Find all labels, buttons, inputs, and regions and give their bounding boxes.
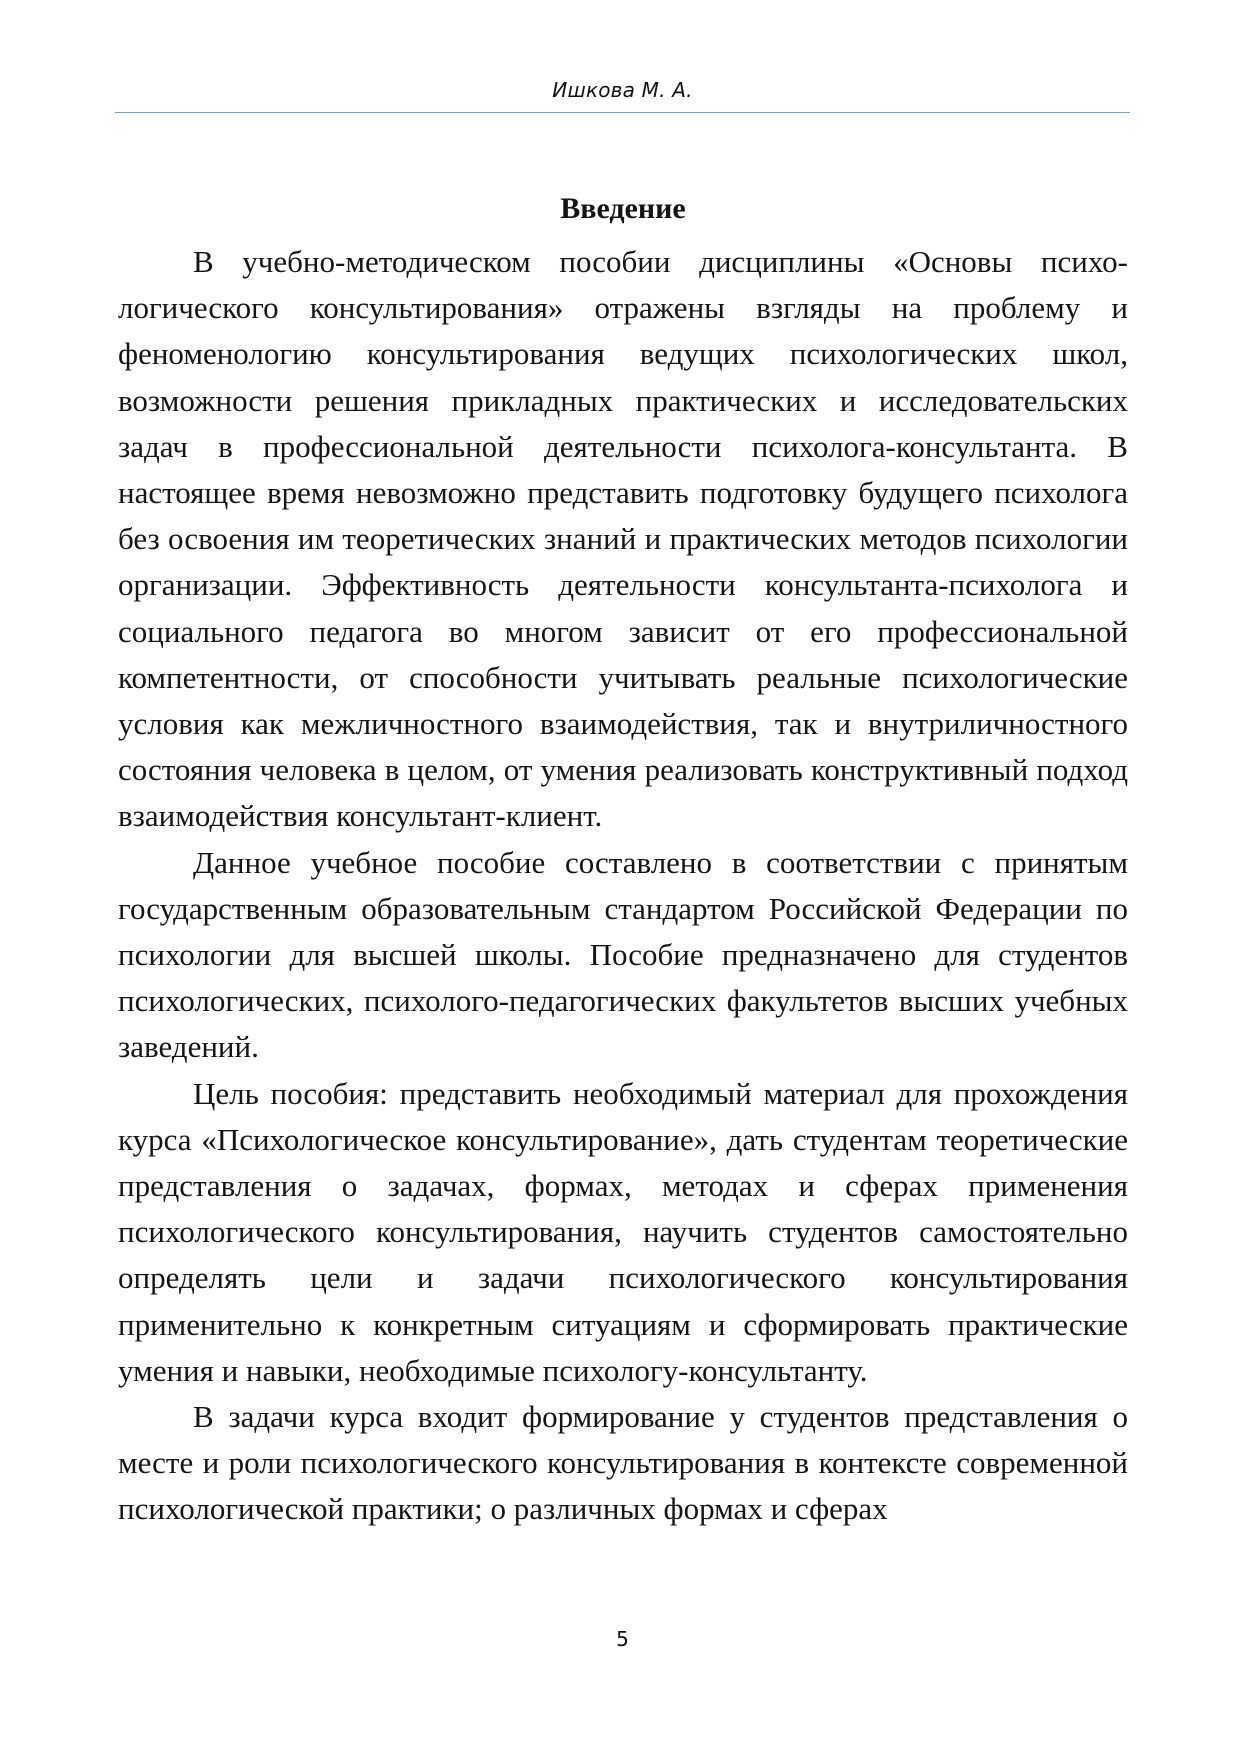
section-body — [118, 186, 1128, 1533]
paragraph-3: Цель пособия: представить необходимый материал для прохождения курса «Психологическое консультирование», дать студентам теоретические представления о задачах, формах, методах и сферах применения психологического консультирования, научить студентов самостоятельно определять цели и задачи психологического консультирования применительно к конкретным ситуациям и сформировать практические умения и навыки, необходимые психологу-консультанту. — [118, 1075, 1128, 1388]
paragraph-1: В учебно-методическом пособии дисциплины «Основы психологического консультирования» отражены взгляды на проблему и феноменологию консультирования ведущих психологических школ, возможности решения прикладных практических и исследовательских задач в профессиональной деятельности психолога-консультанта. В настоящее время невозможно представить подготовку будущего психолога без освоения им теоретических знаний и практических методов психологии организации. Эффективность деятельности консультанта-психолога и социального педагога во многом зависит от его профессиональной компетентности, от способности учитывать реальные психологические условия как межличностного взаимодействия, так и внутриличностного состояния человека в целом, от умения реализовать конструктивный подход взаимодействия консультант-клиент. — [118, 244, 1128, 834]
running-header-author: Ишкова М. А. — [552, 78, 693, 102]
paragraph-2: Данное учебное пособие составлено в соответствии с принятым государственным образовательным стандартом Российской Федерации по психологии для высшей школы. Пособие предназначено для студентов психологических, психолого-педагогических факультетов высших учебных заведений. — [118, 844, 1128, 1065]
page-number: 5 — [616, 1627, 629, 1651]
paragraph-4: В задачи курса входит формирование у студентов представления о месте и роли психологического консультирования в контексте современной психологической практики; о различных формах и сферах — [118, 1399, 1128, 1527]
header-divider — [115, 112, 1130, 113]
section-title: Введение — [560, 192, 686, 225]
